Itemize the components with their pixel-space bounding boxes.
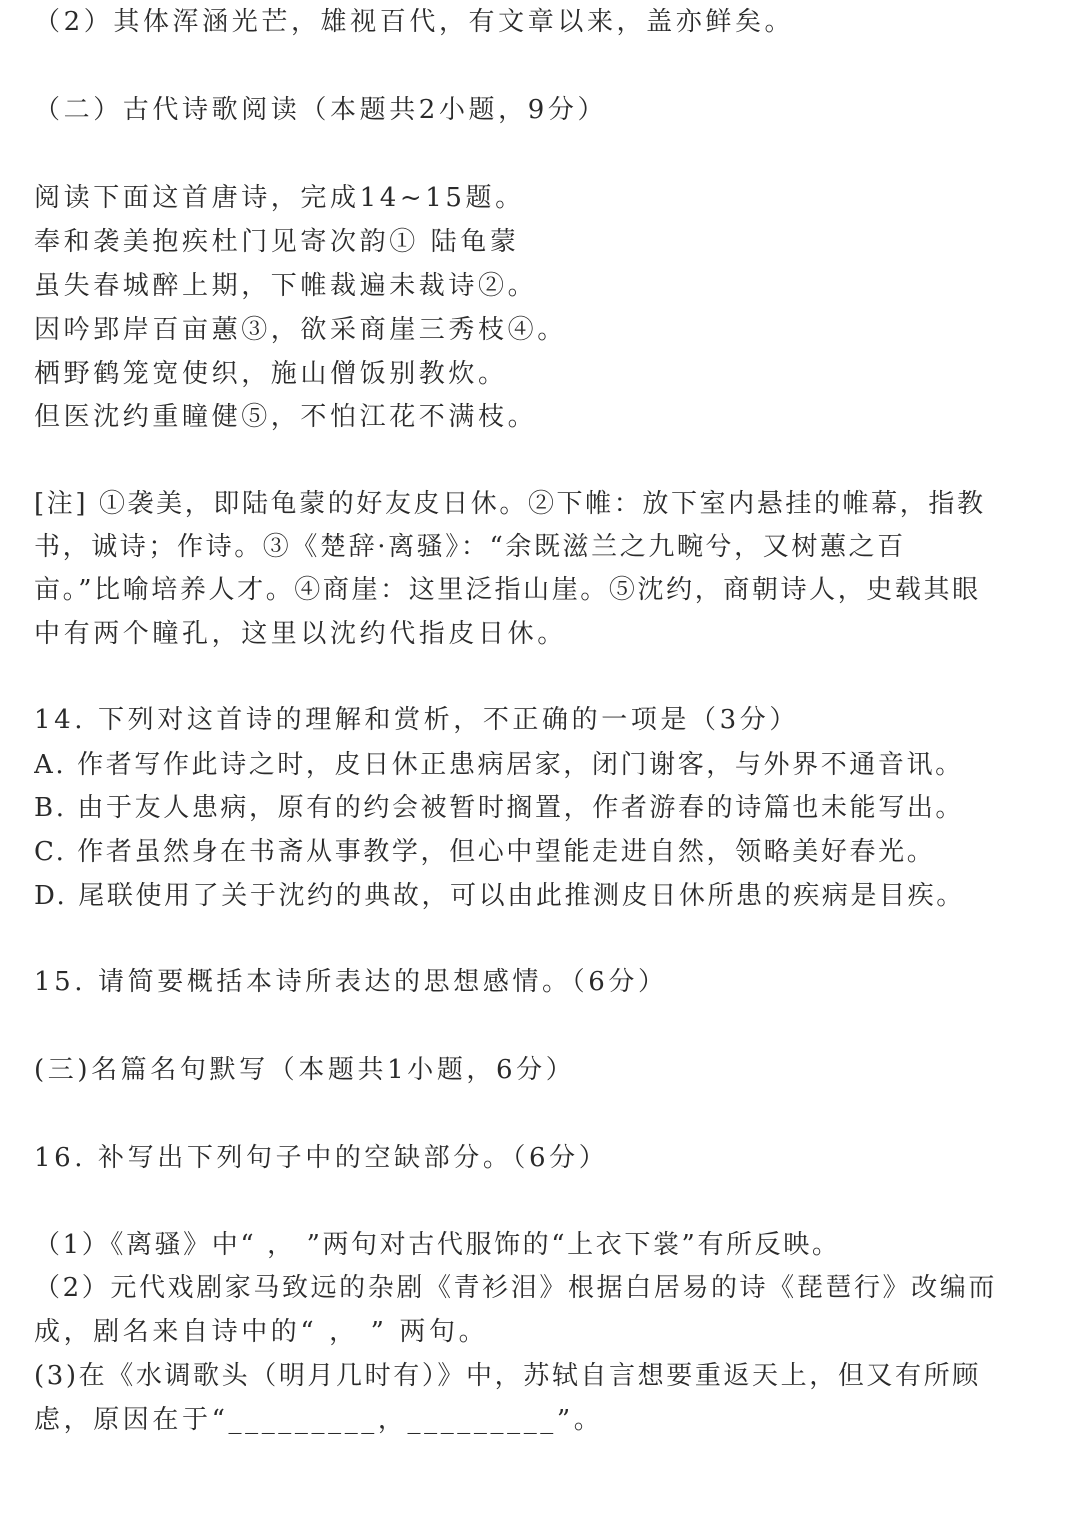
note-line: [注] ①袭美，即陆龟蒙的好友皮日休。②下帷：放下室内悬挂的帷幕，指教 xyxy=(34,489,986,519)
poem-title: 奉和袭美抱疾杜门见寄次韵① 陆龟蒙 xyxy=(34,227,520,257)
poem-line: 但医沈约重瞳健⑤，不怕江花不满枝。 xyxy=(34,402,538,432)
question-16-item-2: （2）元代戏剧家马致远的杂剧《青衫泪》根据白居易的诗《琵琶行》改编而 xyxy=(34,1273,997,1303)
section-heading: (三)名篇名句默写（本题共1小题，6分） xyxy=(34,1055,576,1085)
section-heading: （二）古代诗歌阅读（本题共2小题，9分） xyxy=(34,95,608,125)
poem-line: 虽失春城醉上期，下帷裁遍未裁诗②。 xyxy=(34,271,538,301)
question-16-item-2: 成，剧名来自诗中的“ ， ” 两句。 xyxy=(34,1317,489,1347)
text-line: （2）其体浑涵光芒，雄视百代，有文章以来，盖亦鲜矣。 xyxy=(34,7,795,37)
note-line: 中有两个瞳孔，这里以沈约代指皮日休。 xyxy=(34,619,567,649)
poem-line: 因吟郢岸百亩蕙③，欲采商崖三秀枝④。 xyxy=(34,315,567,345)
question-16-item-3: 虑，原因在于“_________，_________”。 xyxy=(34,1405,604,1435)
option-b: B. 由于友人患病，原有的约会被暂时搁置，作者游春的诗篇也未能写出。 xyxy=(34,793,965,823)
option-c: C. 作者虽然身在书斋从事教学，但心中望能走进自然，领略美好春光。 xyxy=(34,837,936,867)
instruction-line: 阅读下面这首唐诗，完成14~15题。 xyxy=(34,183,525,213)
poem-line: 栖野鹤笼宽使织，施山僧饭别教炊。 xyxy=(34,359,508,389)
question-14: 14. 下列对这首诗的理解和赏析，不正确的一项是（3分） xyxy=(34,705,799,735)
question-16: 16. 补写出下列句子中的空缺部分。（6分） xyxy=(34,1143,609,1173)
note-line: 亩。”比喻培养人才。④商崖：这里泛指山崖。⑤沈约，商朝诗人，史载其眼 xyxy=(34,575,981,605)
question-16-item-1: （1）《离骚》中“ ， ”两句对古代服饰的“上衣下裳”有所反映。 xyxy=(34,1230,841,1260)
question-15: 15. 请简要概括本诗所表达的思想感情。（6分） xyxy=(34,967,668,997)
question-16-item-3: (3)在《水调歌头（明月几时有）》中，苏轼自言想要重返天上，但又有所顾 xyxy=(34,1361,981,1391)
option-a: A. 作者写作此诗之时，皮日休正患病居家，闭门谢客，与外界不通音讯。 xyxy=(34,750,964,780)
option-d: D. 尾联使用了关于沈约的典故，可以由此推测皮日休所患的疾病是目疾。 xyxy=(34,881,965,911)
note-line: 书，诚诗；作诗。③《楚辞·离骚》：“余既滋兰之九畹兮，又树蕙之百 xyxy=(34,532,906,562)
